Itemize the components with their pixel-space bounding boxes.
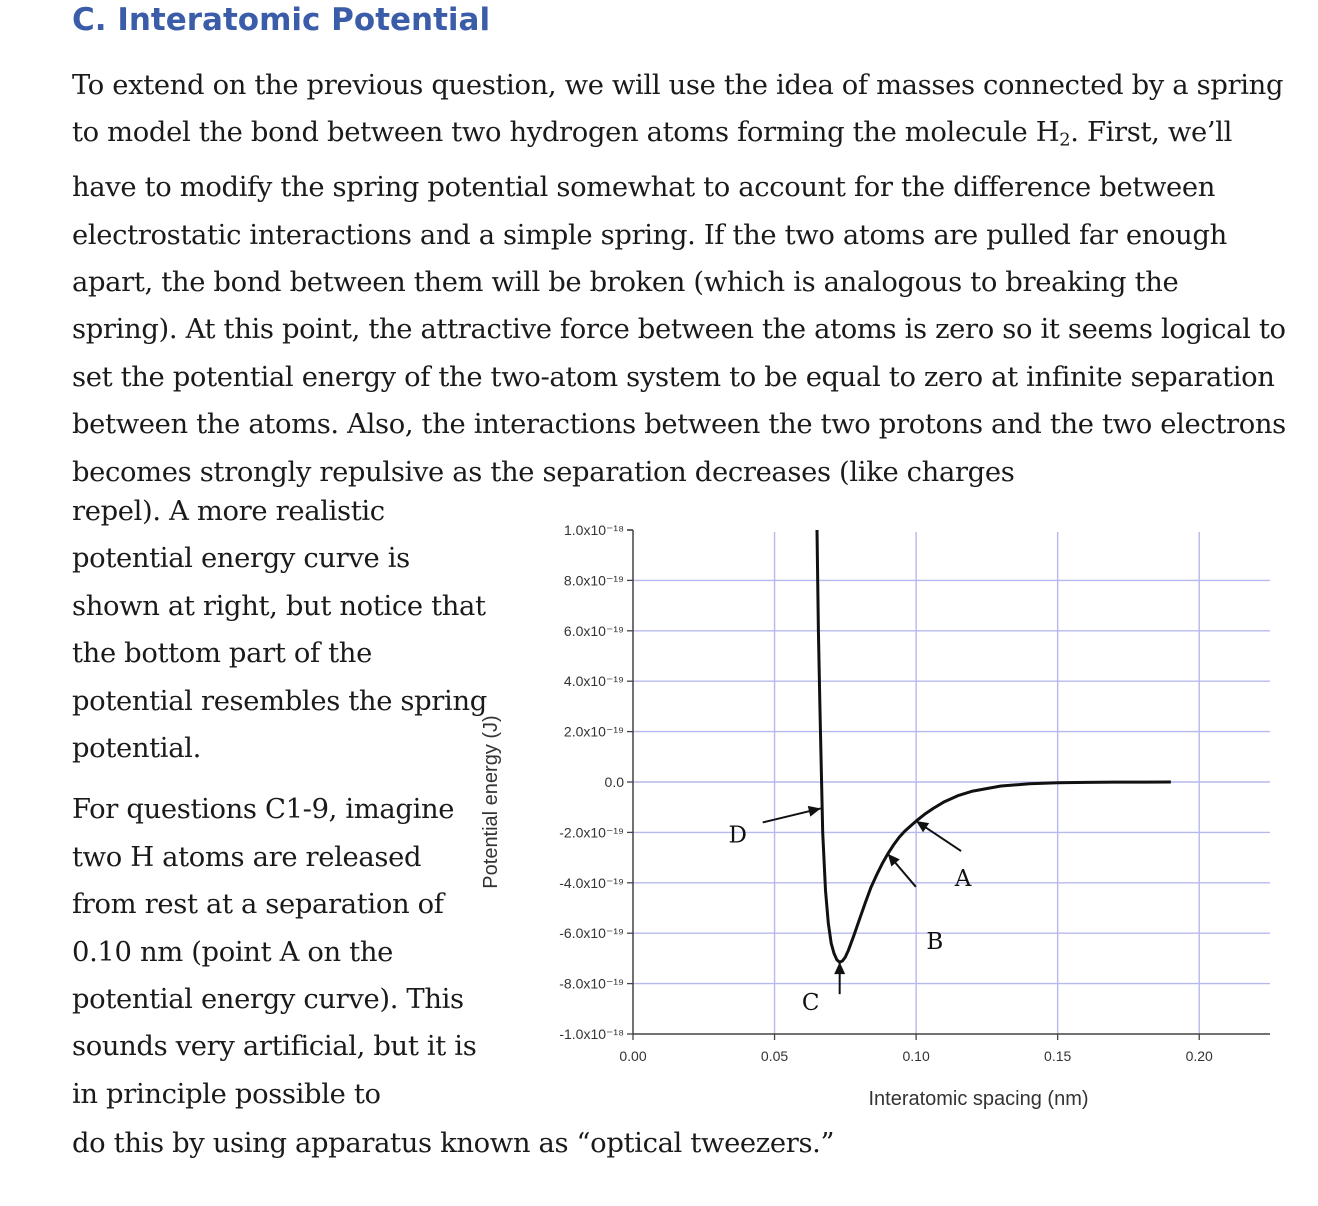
x-tick-label: 0.20	[1185, 1048, 1213, 1064]
y-tick-label: -8.0x10⁻¹⁹	[559, 975, 624, 992]
arrow-head	[916, 821, 929, 832]
annotation-arrow	[763, 806, 821, 823]
x-tick-label: 0.05	[760, 1048, 789, 1064]
y-tick-label: 8.0x10⁻¹⁹	[563, 572, 624, 589]
potential-curve	[817, 530, 1171, 962]
annotation-arrow	[916, 821, 961, 851]
section-title: C. Interatomic Potential	[72, 2, 491, 38]
y-tick-label: -2.0x10⁻¹⁹	[559, 824, 624, 841]
point-label-a: A	[954, 866, 972, 893]
x-tick-label: 0.00	[619, 1048, 647, 1064]
x-axis-label: Interatomic spacing (nm)	[868, 1088, 1089, 1110]
annotation-arrow	[834, 962, 845, 994]
x-tick-label: 0.15	[1044, 1048, 1072, 1064]
intro-text-end: . First, we’ll have to modify the spring potential somewhat to account for the difference between electrostatic interactions and a simple spring. If the two atoms are pulled far enough apart, the bond between them will be broken (which is analogous to breaking the spring). At this point, the attractive force between the atoms is zero so it seems logical to set the potential energy of the two-atom system to be equal to zero at infinite separation between the atoms. Also, the interactions between the two protons and the two electrons becomes strongly repulsive as the separation decreases (like charges	[72, 117, 1286, 488]
potential-energy-chart	[470, 505, 1280, 1120]
y-axis-label: Potential energy (J)	[480, 715, 502, 889]
side-text	[72, 488, 492, 1118]
point-label-c: C	[801, 990, 820, 1017]
intro-paragraph	[72, 62, 1287, 496]
y-tick-label: 1.0x10⁻¹⁸	[564, 522, 624, 538]
point-label-b: B	[926, 928, 944, 955]
closing-line: do this by using apparatus known as “optical tweezers.”	[72, 1128, 835, 1159]
intro-text-start: To extend on the previous question, we will use the idea of masses connected by a spring to model the bond between two hydrogen atoms forming the molecule H	[72, 70, 1284, 149]
x-tick-label: 0.10	[902, 1048, 930, 1064]
chart-grid	[633, 532, 1270, 1034]
arrow-head	[808, 806, 821, 817]
annotation-arrow	[888, 854, 916, 887]
y-tick-label: 4.0x10⁻¹⁹	[563, 673, 624, 690]
y-tick-label: -1.0x10⁻¹⁸	[559, 1026, 624, 1042]
side-paragraph-2: For questions C1-9, imagine two H atoms are released from rest at a separation of 0.10 nm (point A on the potential energy curve). This sounds very artificial, but it is in principle possible to	[72, 794, 477, 1110]
y-tick-label: 6.0x10⁻¹⁹	[563, 622, 624, 639]
y-tick-label: -4.0x10⁻¹⁹	[559, 874, 624, 891]
side-paragraph-1: repel). A more realistic potential energy curve is shown at right, but notice that the bottom part of the potential resembles the spring potential.	[72, 496, 487, 765]
chart-ticks	[559, 522, 1213, 1064]
y-tick-label: 0.0	[604, 774, 624, 790]
y-tick-label: -6.0x10⁻¹⁹	[559, 925, 624, 942]
point-label-d: D	[728, 822, 747, 849]
arrow-head	[834, 962, 845, 974]
molecule-subscript: 2	[1059, 129, 1071, 151]
y-tick-label: 2.0x10⁻¹⁹	[563, 723, 624, 740]
curve-annotations	[728, 806, 971, 1016]
